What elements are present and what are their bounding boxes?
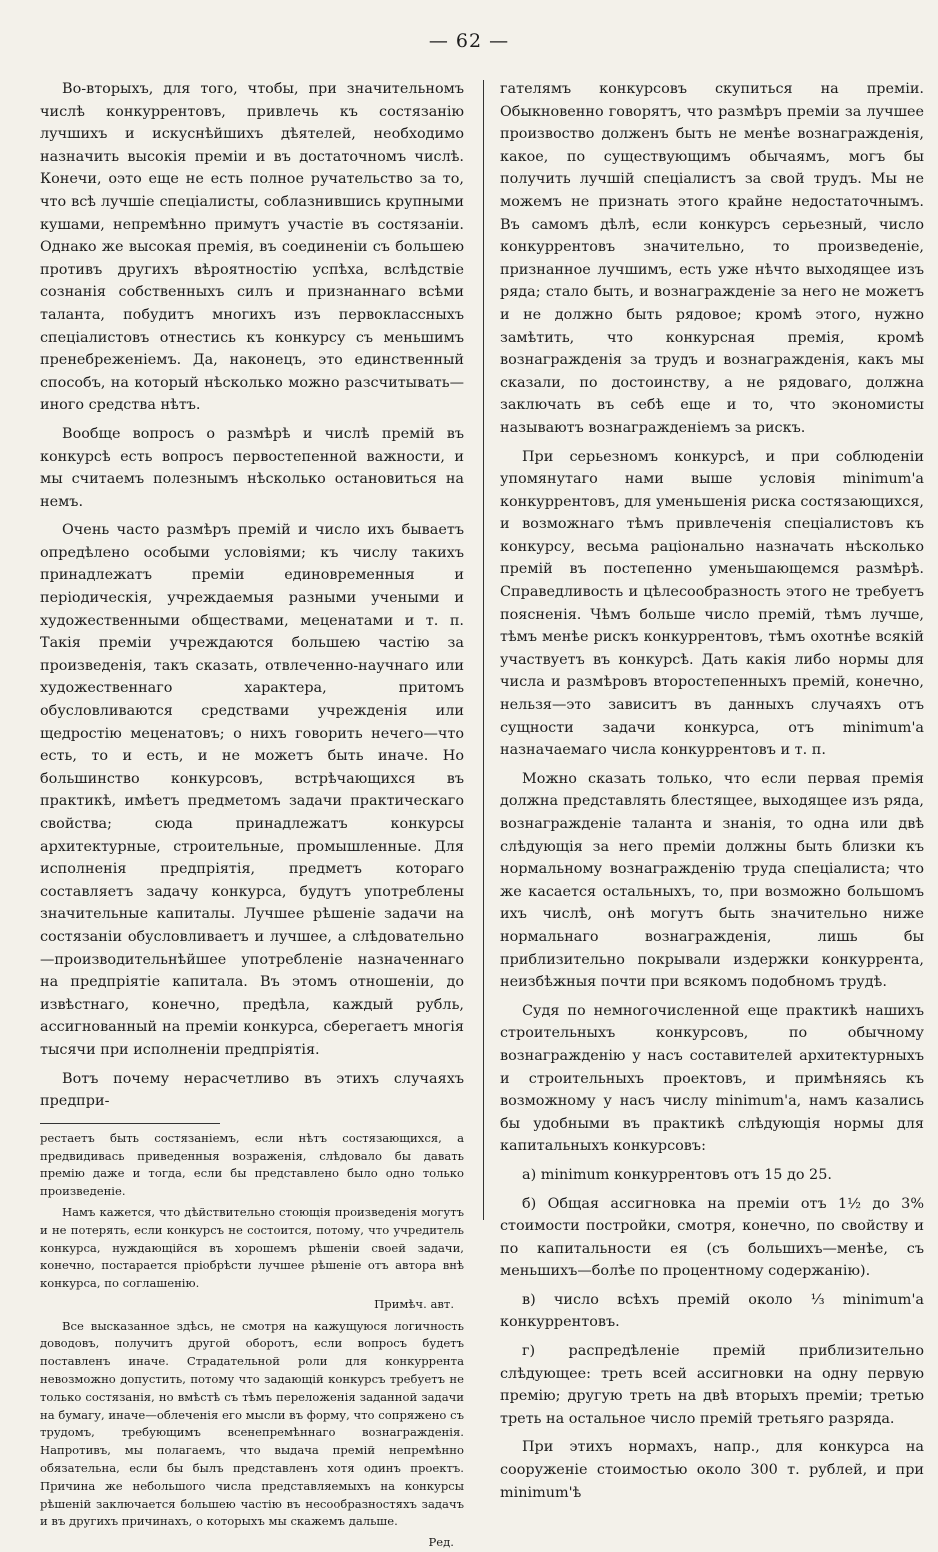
footnote-signature: Ред. <box>428 1535 454 1550</box>
paragraph: При этихъ нормахъ, напр., для конкурса на сооруженіе стоимостью около 300 т. рублей, и при minimum'ѣ <box>500 1439 924 1501</box>
footnote-text: Намъ кажется, что дѣйствительно стоющія произведенія могутъ и не потерять, если конкурсъ не состоится, потому, что учредитель конкурса, нуждающійся въ хорошемъ рѣшеніи своей задачи, конечно, постарается пріобрѣсти лучшее рѣшеніе отъ автора внѣ конкурса, по соглашенію. <box>40 1204 464 1291</box>
paragraph: Судя по немногочисленной еще практикѣ нашихъ строительныхъ конкурсовъ, по обычному вознагражденію у насъ составителей архитектурныхъ и строительныхъ проектовъ, и примѣняясь къ возможному у насъ числу minimum'а, намъ казались бы удобными въ практикѣ слѣдующія нормы для капитальныхъ конкурсовъ: <box>500 1002 924 1155</box>
page-number: — 62 — <box>428 30 510 52</box>
footnote-divider <box>40 1123 220 1124</box>
right-column <box>500 78 924 1501</box>
footnote-signature: Примѣч. авт. <box>374 1296 454 1311</box>
list-item: а) minimum конкуррентовъ отъ 15 до 25. <box>522 1166 832 1183</box>
list-item: г) распредѣленіе премій приблизительно слѣдующее: треть всей ассигновки на одну первую премію; другую треть на двѣ вторыхъ преміи; третью треть на остальное число премій третьяго разряда. <box>500 1343 924 1427</box>
list-item: б) Общая ассигновка на преміи отъ 1½ до 3% стоимости постройки, смотря, конечно, по свойству и по капитальности ея (съ большихъ—менѣе, съ меньшихъ—болѣе по процентному содержанію). <box>500 1195 924 1280</box>
paragraph: гателямъ конкурсовъ скупиться на преміи. Обыкновенно говорятъ, что размѣръ преміи за лучшее произвоство долженъ быть не менѣе вознагражденія, какое, по существующимъ обычаямъ, могъ бы получить лучшій спеціалистъ за свой трудъ. Мы не можемъ не признать этого крайне недостаточнымъ. Въ самомъ дѣлѣ, если конкурсъ серьезный, число конкуррентовъ значительно, то произведеніе, признанное лучшимъ, есть уже нѣчто выходящее изъ ряда; стало быть, и вознагражденіе за него не можетъ и не должно быть рядовое; кромѣ этого, нужно замѣтить, что конкурсная премія, кромѣ вознагражденія за трудъ и вознагражденія, какъ мы сказали, по достоинству, а не рядоваго, должна заключать въ себѣ еще и то, что экономисты называютъ вознагражденіемъ за рискъ. <box>500 81 924 436</box>
paragraph: При серьезномъ конкурсѣ, и при соблюденіи упомянутаго нами выше условія minimum'а конкуррентовъ, для уменьшенія риска состязающихся, и возможнаго тѣмъ привлеченія спеціалистовъ къ конкурсу, весьма раціонально назначать нѣсколько премій въ постепенно уменьшающемся размѣрѣ. Справедливость и цѣлесообразность этого не требуетъ поясненія. Чѣмъ больше число премій, тѣмъ лучше, тѣмъ менѣе рискъ конкуррентовъ, тѣмъ охотнѣе всякій участвуетъ въ конкурсѣ. Дать какія либо нормы для числа и размѣровъ второстепенныхъ премій, конечно, нельзя—это зависитъ въ данныхъ случаяхъ отъ сущности задачи конкурса, отъ minimum'а назначаемаго числа конкуррентовъ и т. п. <box>500 448 924 759</box>
paragraph: Очень часто размѣръ премій и число ихъ бываетъ опредѣлено особыми условіями; къ числу такихъ принадлежатъ преміи единовременныя и періодическія, учреждаемыя разными учеными и художественными обществами, меценатами и т. п. Такія преміи учреждаются большею частію за произведенія, такъ сказать, отвлеченно-научнаго или художественнаго характера, притомъ обусловливаются средствами учрежденія или щедростію меценатовъ; о нихъ говорить нечего—что есть, то и есть, и не можетъ быть иначе. Но большинство конкурсовъ, встрѣчающихся въ практикѣ, имѣетъ предметомъ задачи практическаго свойства; сюда принадлежатъ конкурсы архитектурные, строительные, промышленные. Для исполненія предпріятія, предметъ котораго составляетъ задачу конкурса, будутъ употреблены значительные капиталы. Лучшее рѣшеніе задачи на состязаніи обусловливаетъ и лучшее, а слѣдовательно—производительнѣйшее употребленіе назначеннаго на предпріятіе капитала. Въ этомъ отношеніи, до извѣстнаго, конечно, предѣла, каждый рубль, ассигнованный на преміи конкурса, сберегаетъ многія тысячи при исполненіи предпріятія. <box>40 522 464 1058</box>
paragraph: Вотъ почему нерасчетливо въ этихъ случаяхъ предпри- <box>40 1070 464 1110</box>
footnote-text: рестаетъ быть состязаніемъ, если нѣтъ состязающихся, а предвидивась приведенныя возраженія, слѣдовало бы давать премію даже и тогда, если бы представлено было одно только произведеніе. <box>40 1130 464 1199</box>
footnote-text: Все высказанное здѣсь, не смотря на кажущуюся логичность доводовъ, получитъ другой оборотъ, если вопросъ будетъ поставленъ иначе. Страдательной роли для конкуррента невозможно допустить, потому что задающій конкурсъ требуетъ не только состязанія, но вмѣстѣ съ тѣмъ переложенія заданной задачи на бумагу, иначе—облеченія его мысли въ форму, что сопряжено съ трудомъ, требующимъ всенепремѣннаго вознагражденія. Напротивъ, мы полагаемъ, что выдача премій непремѣнно обязательна, если бы былъ представленъ хотя одинъ проектъ. Причина же небольшого числа представляемыхъ на конкурсы рѣшеній заключается большею частію въ несообразностяхъ задачъ и въ другихъ причинахъ, о которыхъ мы скажемъ дальше. <box>40 1318 464 1529</box>
footnotes <box>40 1130 464 1552</box>
left-column <box>40 78 464 1550</box>
list-item: в) число всѣхъ премій около ⅓ minimum'а конкуррентовъ. <box>500 1291 924 1331</box>
column-divider <box>483 80 484 1220</box>
paragraph: Во-вторыхъ, для того, чтобы, при значительномъ числѣ конкуррентовъ, привлечь къ состязанію лучшихъ и искуснѣйшихъ дѣятелей, необходимо назначить высокія преміи и въ достаточномъ числѣ. Конечи, оэто еще не есть полное ручательство за то, что всѣ лучшіе спеціалисты, соблазнившись крупными кушами, непремѣнно примутъ участіе въ состязаніи. Однако же высокая премія, въ соединеніи съ большею противъ другихъ вѣроятностію успѣха, вслѣдствіе сознанія собственныхъ силъ и признаннаго всѣми таланта, побудитъ многихъ изъ первоклассныхъ спеціалистовъ отнестись къ конкурсу съ меньшимъ пренебреженіемъ. Да, наконецъ, это единственный способъ, на который нѣсколько можно разсчитывать—иного средства нѣтъ. <box>40 81 464 414</box>
paragraph: Можно сказать только, что если первая премія должна представлять блестящее, выходящее изъ ряда, вознагражденіе таланта и знанія, то одна или двѣ слѣдующія за него преміи должны быть близки къ нормальному вознагражденію труда спеціалиста; что же касается остальныхъ, то, при возможно большомъ ихъ числѣ, онѣ могутъ быть значительно ниже нормальнаго вознагражденія, лишь бы приблизительно покрывали издержки конкуррента, неизбѣжныя почти при всякомъ подобномъ трудѣ. <box>500 770 924 991</box>
paragraph: Вообще вопросъ о размѣрѣ и числѣ премій въ конкурсѣ есть вопросъ первостепенной важности, и мы считаемъ полезнымъ нѣсколько остановиться на немъ. <box>40 425 464 510</box>
